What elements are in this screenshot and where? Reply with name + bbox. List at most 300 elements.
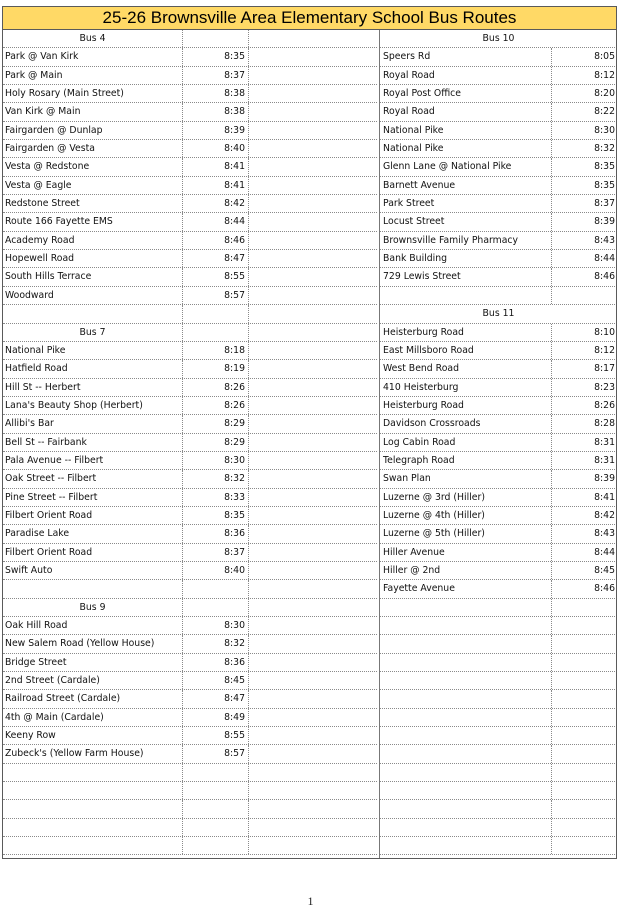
empty-cell bbox=[249, 562, 377, 579]
blank-row bbox=[380, 287, 617, 305]
stop-row bbox=[3, 727, 377, 745]
stop-row bbox=[380, 342, 617, 360]
stop-row bbox=[3, 48, 377, 66]
stop-name: Locust Street bbox=[380, 213, 552, 230]
empty-cell bbox=[249, 397, 377, 414]
blank-row bbox=[3, 580, 377, 598]
stop-name: Barnett Avenue bbox=[380, 177, 552, 194]
stop-name: National Pike bbox=[380, 140, 552, 157]
stop-time: 8:40 bbox=[183, 140, 249, 157]
stop-time: 8:35 bbox=[183, 48, 249, 65]
stop-name: 2nd Street (Cardale) bbox=[3, 672, 183, 689]
left-route-column bbox=[3, 30, 377, 858]
empty-cell bbox=[249, 837, 377, 854]
stop-name: Vesta @ Redstone bbox=[3, 158, 183, 175]
stop-name: New Salem Road (Yellow House) bbox=[3, 635, 183, 652]
stop-name: Redstone Street bbox=[3, 195, 183, 212]
stop-row bbox=[380, 562, 617, 580]
empty-cell bbox=[380, 819, 552, 836]
empty-cell bbox=[249, 544, 377, 561]
empty-cell bbox=[249, 470, 377, 487]
stop-time: 8:45 bbox=[594, 564, 615, 576]
empty-cell bbox=[249, 213, 377, 230]
empty-cell bbox=[249, 709, 377, 726]
stop-row bbox=[380, 268, 617, 286]
stop-row bbox=[380, 544, 617, 562]
stop-name: Hiller Avenue bbox=[380, 544, 552, 561]
blank-row bbox=[380, 654, 617, 672]
stop-name: Paradise Lake bbox=[3, 525, 183, 542]
stop-row bbox=[3, 85, 377, 103]
stop-time: 8:42 bbox=[594, 509, 615, 521]
stop-row bbox=[380, 67, 617, 85]
stop-time: 8:35 bbox=[183, 507, 249, 524]
stop-time: 8:22 bbox=[594, 106, 615, 118]
empty-cell bbox=[3, 782, 183, 799]
empty-cell bbox=[249, 800, 377, 817]
right-route-rows bbox=[380, 30, 617, 855]
stop-row bbox=[380, 580, 617, 598]
stop-row bbox=[3, 67, 377, 85]
stop-name: West Bend Road bbox=[380, 360, 552, 377]
stop-name: Hatfield Road bbox=[3, 360, 183, 377]
stop-time: 8:28 bbox=[594, 418, 615, 430]
empty-cell bbox=[552, 287, 617, 304]
stop-name: National Pike bbox=[3, 342, 183, 359]
stop-row bbox=[380, 507, 617, 525]
right-route-column bbox=[379, 30, 617, 858]
blank-row bbox=[3, 800, 377, 818]
stop-name: Keeny Row bbox=[3, 727, 183, 744]
empty-cell bbox=[249, 177, 377, 194]
stop-name: Academy Road bbox=[3, 232, 183, 249]
stop-time: 8:39 bbox=[594, 216, 615, 228]
stop-row bbox=[380, 122, 617, 140]
stop-row bbox=[3, 379, 377, 397]
stop-row bbox=[3, 232, 377, 250]
empty-cell bbox=[249, 452, 377, 469]
empty-cell bbox=[183, 305, 249, 322]
stop-time: 8:44 bbox=[594, 546, 615, 558]
empty-cell bbox=[3, 305, 183, 322]
sheet-title: 25-26 Brownsville Area Elementary School Bus Routes bbox=[3, 7, 616, 30]
blank-row bbox=[380, 635, 617, 653]
stop-name: National Pike bbox=[380, 122, 552, 139]
empty-cell bbox=[249, 599, 377, 616]
stop-name: Royal Road bbox=[380, 67, 552, 84]
stop-row bbox=[3, 195, 377, 213]
empty-cell bbox=[249, 67, 377, 84]
empty-cell bbox=[249, 379, 377, 396]
empty-cell bbox=[380, 764, 552, 781]
stop-time: 8:29 bbox=[183, 434, 249, 451]
blank-row bbox=[380, 782, 617, 800]
empty-cell bbox=[183, 764, 249, 781]
empty-cell bbox=[249, 617, 377, 634]
empty-cell bbox=[249, 489, 377, 506]
bus-routes-sheet bbox=[2, 6, 617, 859]
stop-time: 8:38 bbox=[183, 103, 249, 120]
stop-row bbox=[380, 452, 617, 470]
empty-cell bbox=[183, 580, 249, 597]
empty-cell bbox=[249, 250, 377, 267]
stop-name: Vesta @ Eagle bbox=[3, 177, 183, 194]
stop-row bbox=[3, 672, 377, 690]
empty-cell bbox=[380, 617, 552, 634]
empty-cell bbox=[249, 103, 377, 120]
stop-time: 8:41 bbox=[594, 491, 615, 503]
stop-row bbox=[3, 690, 377, 708]
empty-cell bbox=[249, 745, 377, 762]
empty-cell bbox=[249, 727, 377, 744]
stop-name: Pala Avenue -- Filbert bbox=[3, 452, 183, 469]
stop-row bbox=[3, 562, 377, 580]
stop-row bbox=[3, 452, 377, 470]
stop-time: 8:43 bbox=[594, 234, 615, 246]
empty-cell bbox=[552, 819, 617, 836]
empty-cell bbox=[183, 599, 249, 616]
empty-cell bbox=[3, 800, 183, 817]
stop-row bbox=[3, 470, 377, 488]
blank-row bbox=[380, 800, 617, 818]
stop-name: Telegraph Road bbox=[380, 452, 552, 469]
stop-row bbox=[380, 397, 617, 415]
stop-row bbox=[380, 195, 617, 213]
stop-time: 8:46 bbox=[594, 583, 615, 595]
page-number: 1 bbox=[307, 894, 314, 908]
blank-row bbox=[3, 837, 377, 855]
bus-9-title: Bus 9 bbox=[3, 599, 183, 616]
bus-10-header-row bbox=[380, 30, 617, 48]
blank-row bbox=[380, 672, 617, 690]
bus-11-header-row bbox=[380, 305, 617, 323]
stop-name: Brownsville Family Pharmacy bbox=[380, 232, 552, 249]
stop-time: 8:26 bbox=[594, 399, 615, 411]
stop-row bbox=[3, 122, 377, 140]
stop-name: 729 Lewis Street bbox=[380, 268, 552, 285]
stop-name: Swift Auto bbox=[3, 562, 183, 579]
stop-name: Lana's Beauty Shop (Herbert) bbox=[3, 397, 183, 414]
stop-row bbox=[380, 213, 617, 231]
blank-row bbox=[380, 709, 617, 727]
empty-cell bbox=[249, 690, 377, 707]
stop-row bbox=[380, 48, 617, 66]
stop-name: Hopewell Road bbox=[3, 250, 183, 267]
empty-cell bbox=[380, 709, 552, 726]
empty-cell bbox=[249, 287, 377, 304]
blank-row bbox=[380, 819, 617, 837]
stop-time: 8:23 bbox=[594, 381, 615, 393]
empty-cell bbox=[552, 709, 617, 726]
stop-time: 8:45 bbox=[183, 672, 249, 689]
stop-time: 8:49 bbox=[183, 709, 249, 726]
stop-name: Hill St -- Herbert bbox=[3, 379, 183, 396]
stop-row bbox=[380, 140, 617, 158]
stop-time: 8:20 bbox=[594, 88, 615, 100]
empty-cell bbox=[552, 635, 617, 652]
stop-time: 8:32 bbox=[183, 470, 249, 487]
stop-time: 8:32 bbox=[183, 635, 249, 652]
stop-time: 8:44 bbox=[594, 253, 615, 265]
stop-time: 8:17 bbox=[594, 363, 615, 375]
stop-name: Heisterburg Road bbox=[380, 324, 552, 341]
empty-cell bbox=[380, 727, 552, 744]
stop-name: Park @ Main bbox=[3, 67, 183, 84]
stop-name: Glenn Lane @ National Pike bbox=[380, 158, 552, 175]
empty-cell bbox=[552, 782, 617, 799]
stop-time: 8:57 bbox=[183, 745, 249, 762]
stop-time: 8:36 bbox=[183, 525, 249, 542]
stop-name: South Hills Terrace bbox=[3, 268, 183, 285]
empty-cell bbox=[3, 837, 183, 854]
stop-name: Railroad Street (Cardale) bbox=[3, 690, 183, 707]
stop-time: 8:42 bbox=[183, 195, 249, 212]
blank-row bbox=[3, 305, 377, 323]
empty-cell bbox=[552, 617, 617, 634]
stop-name: Holy Rosary (Main Street) bbox=[3, 85, 183, 102]
stop-row bbox=[3, 158, 377, 176]
empty-cell bbox=[249, 342, 377, 359]
stop-name: Davidson Crossroads bbox=[380, 415, 552, 432]
stop-row bbox=[3, 654, 377, 672]
empty-cell bbox=[552, 672, 617, 689]
stop-name: Zubeck's (Yellow Farm House) bbox=[3, 745, 183, 762]
stop-name: East Millsboro Road bbox=[380, 342, 552, 359]
blank-row bbox=[380, 599, 617, 617]
stop-time: 8:41 bbox=[183, 177, 249, 194]
stop-time: 8:12 bbox=[594, 344, 615, 356]
stop-row bbox=[3, 709, 377, 727]
empty-cell bbox=[249, 819, 377, 836]
empty-cell bbox=[249, 232, 377, 249]
empty-cell bbox=[552, 837, 617, 854]
empty-cell bbox=[183, 800, 249, 817]
empty-cell bbox=[552, 745, 617, 762]
stop-row bbox=[3, 103, 377, 121]
empty-cell bbox=[249, 415, 377, 432]
empty-cell bbox=[380, 599, 552, 616]
stop-time: 8:30 bbox=[594, 124, 615, 136]
stop-time: 8:30 bbox=[183, 617, 249, 634]
stop-name: Hiller @ 2nd bbox=[380, 562, 552, 579]
empty-cell bbox=[380, 654, 552, 671]
stop-name: Bridge Street bbox=[3, 654, 183, 671]
stop-name: Route 166 Fayette EMS bbox=[3, 213, 183, 230]
stop-name: Filbert Orient Road bbox=[3, 507, 183, 524]
bus-4-title: Bus 4 bbox=[3, 30, 183, 47]
stop-time: 8:46 bbox=[594, 271, 615, 283]
stop-name: Bank Building bbox=[380, 250, 552, 267]
stop-row bbox=[380, 379, 617, 397]
empty-cell bbox=[249, 434, 377, 451]
stop-name: Luzerne @ 5th (Hiller) bbox=[380, 525, 552, 542]
stop-row bbox=[380, 158, 617, 176]
empty-cell bbox=[183, 819, 249, 836]
empty-cell bbox=[552, 764, 617, 781]
stop-name: Allibi's Bar bbox=[3, 415, 183, 432]
empty-cell bbox=[249, 30, 377, 47]
blank-row bbox=[380, 764, 617, 782]
stop-row bbox=[380, 103, 617, 121]
stop-name: Oak Hill Road bbox=[3, 617, 183, 634]
empty-cell bbox=[552, 654, 617, 671]
blank-row bbox=[3, 819, 377, 837]
empty-cell bbox=[249, 635, 377, 652]
blank-row bbox=[3, 782, 377, 800]
stop-time: 8:32 bbox=[594, 143, 615, 155]
empty-cell bbox=[380, 745, 552, 762]
stop-time: 8:38 bbox=[183, 85, 249, 102]
empty-cell bbox=[3, 819, 183, 836]
stop-name: Park Street bbox=[380, 195, 552, 212]
stop-name: Oak Street -- Filbert bbox=[3, 470, 183, 487]
empty-cell bbox=[380, 287, 552, 304]
stop-time: 8:31 bbox=[594, 436, 615, 448]
stop-time: 8:12 bbox=[594, 69, 615, 81]
stop-row bbox=[380, 232, 617, 250]
empty-cell bbox=[249, 324, 377, 341]
stop-time: 8:39 bbox=[183, 122, 249, 139]
stop-row bbox=[380, 250, 617, 268]
stop-row bbox=[3, 489, 377, 507]
stop-row bbox=[380, 324, 617, 342]
stop-row bbox=[3, 745, 377, 763]
bus-4-header-row bbox=[3, 30, 377, 48]
blank-row bbox=[3, 764, 377, 782]
empty-cell bbox=[249, 507, 377, 524]
stop-time: 8:46 bbox=[183, 232, 249, 249]
stop-time: 8:33 bbox=[183, 489, 249, 506]
empty-cell bbox=[249, 360, 377, 377]
empty-cell bbox=[249, 305, 377, 322]
stop-row bbox=[3, 544, 377, 562]
stop-row bbox=[380, 85, 617, 103]
stop-time: 8:30 bbox=[183, 452, 249, 469]
empty-cell bbox=[249, 48, 377, 65]
bus-10-title: Bus 10 bbox=[482, 33, 515, 44]
empty-cell bbox=[552, 690, 617, 707]
stop-time: 8:44 bbox=[183, 213, 249, 230]
stop-row bbox=[3, 250, 377, 268]
stop-time: 8:31 bbox=[594, 454, 615, 466]
stop-name: 4th @ Main (Cardale) bbox=[3, 709, 183, 726]
empty-cell bbox=[380, 800, 552, 817]
empty-cell bbox=[552, 599, 617, 616]
stop-row bbox=[380, 434, 617, 452]
stop-name: Luzerne @ 4th (Hiller) bbox=[380, 507, 552, 524]
stop-name: Bell St -- Fairbank bbox=[3, 434, 183, 451]
stop-time: 8:26 bbox=[183, 379, 249, 396]
stop-row bbox=[3, 140, 377, 158]
stop-row bbox=[3, 617, 377, 635]
stop-name: Luzerne @ 3rd (Hiller) bbox=[380, 489, 552, 506]
bus-7-header-row bbox=[3, 324, 377, 342]
empty-cell bbox=[249, 195, 377, 212]
stop-name: Royal Post Office bbox=[380, 85, 552, 102]
stop-row bbox=[380, 177, 617, 195]
stop-name: Royal Road bbox=[380, 103, 552, 120]
empty-cell bbox=[183, 324, 249, 341]
stop-time: 8:43 bbox=[594, 528, 615, 540]
stop-row bbox=[3, 635, 377, 653]
stop-name: Fayette Avenue bbox=[380, 580, 552, 597]
blank-row bbox=[380, 617, 617, 635]
empty-cell bbox=[3, 580, 183, 597]
empty-cell bbox=[552, 727, 617, 744]
stop-name: Speers Rd bbox=[380, 48, 552, 65]
stop-time: 8:57 bbox=[183, 287, 249, 304]
blank-row bbox=[380, 690, 617, 708]
empty-cell bbox=[249, 140, 377, 157]
stop-name: Park @ Van Kirk bbox=[3, 48, 183, 65]
empty-cell bbox=[3, 764, 183, 781]
left-route-rows bbox=[3, 30, 377, 855]
stop-row bbox=[3, 360, 377, 378]
stop-time: 8:37 bbox=[183, 67, 249, 84]
stop-time: 8:35 bbox=[594, 179, 615, 191]
stop-time: 8:37 bbox=[594, 198, 615, 210]
stop-row bbox=[3, 434, 377, 452]
empty-cell bbox=[249, 672, 377, 689]
stop-time: 8:47 bbox=[183, 690, 249, 707]
empty-cell bbox=[183, 782, 249, 799]
blank-row bbox=[380, 837, 617, 855]
empty-cell bbox=[249, 764, 377, 781]
empty-cell bbox=[249, 525, 377, 542]
stop-time: 8:29 bbox=[183, 415, 249, 432]
stop-row bbox=[3, 213, 377, 231]
stop-row bbox=[380, 525, 617, 543]
stop-name: Pine Street -- Filbert bbox=[3, 489, 183, 506]
empty-cell bbox=[249, 654, 377, 671]
stop-row bbox=[380, 415, 617, 433]
stop-time: 8:37 bbox=[183, 544, 249, 561]
empty-cell bbox=[249, 580, 377, 597]
blank-row bbox=[380, 745, 617, 763]
empty-cell bbox=[249, 122, 377, 139]
stop-row bbox=[3, 397, 377, 415]
stop-name: Fairgarden @ Vesta bbox=[3, 140, 183, 157]
stop-time: 8:39 bbox=[594, 473, 615, 485]
bus-7-title: Bus 7 bbox=[3, 324, 183, 341]
stop-time: 8:55 bbox=[183, 268, 249, 285]
stop-time: 8:19 bbox=[183, 360, 249, 377]
stop-row bbox=[380, 360, 617, 378]
stop-time: 8:47 bbox=[183, 250, 249, 267]
empty-cell bbox=[552, 800, 617, 817]
stop-time: 8:55 bbox=[183, 727, 249, 744]
bus-11-title: Bus 11 bbox=[482, 308, 515, 320]
empty-cell bbox=[380, 672, 552, 689]
empty-cell bbox=[249, 85, 377, 102]
stop-name: 410 Heisterburg bbox=[380, 379, 552, 396]
stop-row bbox=[3, 525, 377, 543]
stop-name: Heisterburg Road bbox=[380, 397, 552, 414]
stop-time: 8:10 bbox=[594, 326, 615, 338]
stop-time: 8:41 bbox=[183, 158, 249, 175]
stop-name: Swan Plan bbox=[380, 470, 552, 487]
blank-row bbox=[380, 727, 617, 745]
empty-cell bbox=[249, 782, 377, 799]
stop-row bbox=[3, 415, 377, 433]
stop-name: Log Cabin Road bbox=[380, 434, 552, 451]
empty-cell bbox=[249, 268, 377, 285]
empty-cell bbox=[183, 30, 249, 47]
stop-name: Woodward bbox=[3, 287, 183, 304]
empty-cell bbox=[380, 635, 552, 652]
stop-row bbox=[3, 507, 377, 525]
empty-cell bbox=[380, 837, 552, 854]
